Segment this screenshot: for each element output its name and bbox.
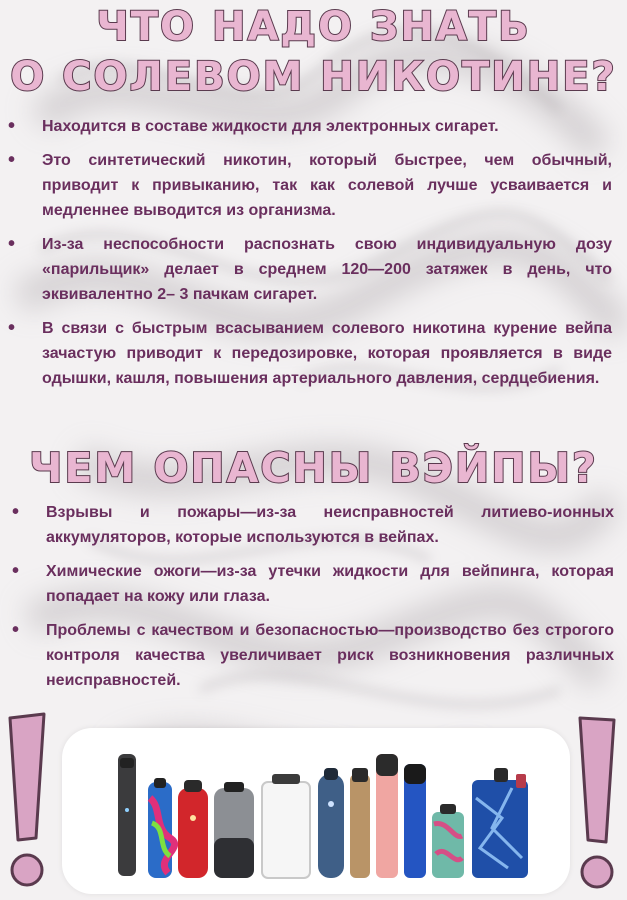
list-item-text: В связи с быстрым всасыванием солевого никотина курение вейпа зачастую приводит к передозировке, которая проявляется в виде одышки, кашля, повышения артериального давления, сердцебиения. — [42, 320, 612, 387]
list-item — [8, 232, 612, 307]
bullet-icon: • — [8, 149, 16, 171]
section-heading: ЧЕМ ОПАСНЫ ВЭЙПЫ? — [29, 444, 598, 492]
vape-devices-panel — [62, 728, 570, 894]
list-item-text: Проблемы с качеством и безопасностью—производство без строгого контроля качества увеличивает риск возникновения различных неисправностей. — [46, 622, 614, 689]
list-item — [12, 618, 614, 693]
list-item — [8, 316, 612, 391]
vape-device-2 — [148, 778, 175, 878]
nicotine-facts-list — [8, 114, 612, 400]
exclamation-icon-right — [570, 712, 622, 897]
bullet-icon: • — [12, 619, 20, 641]
bullet-icon: • — [8, 317, 16, 339]
exclamation-icon-left — [2, 710, 52, 895]
vape-device-9 — [404, 764, 426, 878]
bullet-icon: • — [8, 233, 16, 255]
title-line-2: О СОЛЕВОМ НИКОТИНЕ? — [10, 54, 617, 100]
vape-device-7 — [350, 768, 370, 878]
vape-device-8 — [376, 754, 398, 878]
vape-device-11 — [472, 768, 528, 878]
list-item-text: Взрывы и пожары—из-за неисправностей литиево-ионных аккумуляторов, которые используются в вейпах. — [46, 504, 614, 546]
vape-device-4 — [214, 782, 254, 878]
vape-device-10 — [432, 804, 464, 878]
list-item — [12, 500, 614, 550]
bullet-icon: • — [12, 501, 20, 523]
list-item-text: Это синтетический никотин, который быстрее, чем обычный, приводит к привыканию, так как солевой лучше усваивается и медленнее выводится из организма. — [42, 152, 612, 219]
bullet-icon: • — [12, 560, 20, 582]
list-item-text: Из-за неспособности распознать свою индивидуальную дозу «парильщик» делает в среднем 120—200 затяжек в день, что эквивалентно 2– 3 пачкам сигарет. — [42, 236, 612, 303]
vape-device-1 — [118, 754, 136, 876]
list-item — [8, 148, 612, 223]
vape-device-5 — [262, 774, 310, 878]
vape-dangers-list — [12, 500, 614, 702]
vape-device-6 — [318, 768, 344, 878]
vape-devices-illustration — [62, 728, 570, 894]
list-item — [12, 559, 614, 609]
title-line-1: ЧТО НАДО ЗНАТЬ — [96, 4, 531, 50]
list-item-text: Находится в составе жидкости для электронных сигарет. — [42, 118, 499, 135]
vape-device-3 — [178, 780, 208, 878]
list-item — [8, 114, 612, 139]
bullet-icon: • — [8, 115, 16, 137]
list-item-text: Химические ожоги—из-за утечки жидкости для вейпинга, которая попадает на кожу или глаза. — [46, 563, 614, 605]
